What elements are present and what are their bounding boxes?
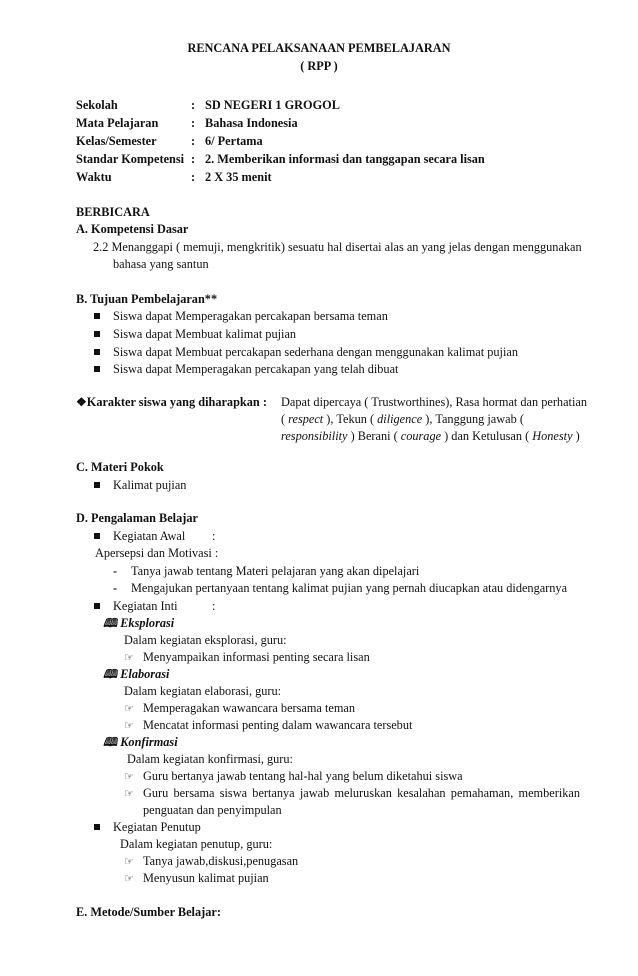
list-item [94,528,100,544]
konfirmasi-title: Konfirmasi [120,735,178,749]
info-label-kelas: Kelas/Semester [76,134,157,148]
hand-bullet [124,768,134,785]
karakter-courage: courage [400,429,442,443]
karakter-label: Karakter siswa yang diharapkan : [86,395,267,409]
penutup-item-2: Menyusun kalimat pujian [143,871,269,885]
info-sep: : [191,98,196,112]
square-bullet-icon [94,349,100,355]
pointing-hand-icon: ☞ [124,788,134,800]
eksplorasi-heading [103,615,174,631]
list-item [94,477,100,493]
hand-bullet [124,649,134,666]
karakter-text: ) dan Ketulusan ( [441,429,533,443]
document-subtitle: ( RPP ) [300,59,338,73]
tujuan-item-2: Siswa dapat Membuat kalimat pujian [113,327,297,341]
document-title: RENCANA PELAKSANAAN PEMBELAJARAN [187,41,451,55]
square-bullet-icon [94,603,100,609]
karakter-diligence: diligence [377,412,423,426]
apersepsi-item-2: Mengajukan pertanyaan tentang kalimat pujian yang pernah diucapkan atau didengarnya [131,581,568,595]
pointing-hand-icon: ☞ [124,856,134,868]
karakter-line3 [281,428,580,444]
konfirmasi-heading [103,734,178,750]
kegiatan-awal-label: Kegiatan Awal [113,529,186,543]
karakter-label-row [76,394,267,410]
elaborasi-item-2: Mencatat informasi penting dalam wawancara tersebut [143,718,413,732]
konfirmasi-item-2-line1: Guru bersama siswa bertanya jawab meluruskan kesalahan pemahaman, memberikan [143,786,580,800]
karakter-respect: respect [288,412,324,426]
list-item [94,308,100,324]
elaborasi-heading [103,666,169,682]
hand-bullet [124,870,134,887]
materi-item: Kalimat pujian [113,478,187,492]
konfirmasi-item-1: Guru bertanya jawab tentang hal-hal yang belum diketahui siswa [143,769,463,783]
square-bullet-icon [94,482,100,488]
pointing-hand-icon: ☞ [124,720,134,732]
hand-bullet [124,700,134,717]
karakter-text: ), Tanggung jawab ( [422,412,524,426]
section-c-heading: C. Materi Pokok [76,460,164,474]
karakter-text: ) Berani ( [347,429,401,443]
kegiatan-inti-label: Kegiatan Inti [113,599,178,613]
list-item [94,326,100,342]
karakter-text: ), Tekun ( [323,412,378,426]
info-value-mapel: Bahasa Indonesia [205,116,298,130]
info-sep: : [191,134,196,148]
square-bullet-icon [94,824,100,830]
apersepsi-label: Apersepsi dan Motivasi : [95,546,219,560]
list-item [94,344,100,360]
dash-icon: - [113,564,118,578]
konfirmasi-intro: Dalam kegiatan konfirmasi, guru: [127,752,293,766]
karakter-line2 [281,411,524,427]
section-b-heading: B. Tujuan Pembelajaran** [76,292,218,306]
info-sep: : [191,116,196,130]
square-bullet-icon [94,331,100,337]
kegiatan-awal-colon: : [212,529,216,543]
book-icon: 🕮 [103,667,118,681]
info-value-sk: 2. Memberikan informasi dan tanggapan secara lisan [205,152,485,166]
hand-bullet [124,717,134,734]
eksplorasi-item-1: Menyampaikan informasi penting secara lisan [143,650,370,664]
list-item [94,598,100,614]
dash-icon: - [113,581,118,595]
penutup-item-1: Tanya jawab,diskusi,penugasan [143,854,299,868]
section-berbicara: BERBICARA [76,205,150,219]
kd-line2: bahasa yang santun [113,257,209,271]
info-label-waktu: Waktu [76,170,112,184]
section-a-heading: A. Kompetensi Dasar [76,222,189,236]
square-bullet-icon [94,533,100,539]
pointing-hand-icon: ☞ [124,652,134,664]
kd-line1: 2.2 Menanggapi ( memuji, mengkritik) sesuatu hal disertai alas an yang jelas dengan menggunakan [93,240,582,254]
book-icon: 🕮 [103,616,118,630]
diamond-bullet-icon: ❖ [76,395,87,409]
eksplorasi-title: Eksplorasi [120,616,175,630]
list-item [94,819,100,835]
info-sep: : [191,152,196,166]
info-value-sekolah: SD NEGERI 1 GROGOL [205,98,340,112]
kegiatan-inti-colon: : [212,599,216,613]
penutup-intro: Dalam kegiatan penutup, guru: [120,837,273,851]
book-icon: 🕮 [103,735,118,749]
square-bullet-icon [94,313,100,319]
info-value-kelas: 6/ Pertama [205,134,263,148]
info-value-waktu: 2 X 35 menit [205,170,272,184]
pointing-hand-icon: ☞ [124,703,134,715]
tujuan-item-4: Siswa dapat Memperagakan percakapan yang telah dibuat [113,362,399,376]
karakter-honesty: Honesty [532,429,573,443]
konfirmasi-item-2-line2: penguatan dan penyimpulan [143,803,282,817]
karakter-text: ( [281,412,289,426]
info-label-sekolah: Sekolah [76,98,118,112]
section-d-heading: D. Pengalaman Belajar [76,511,198,525]
karakter-text: ) [572,429,580,443]
elaborasi-item-1: Memperagakan wawancara bersama teman [143,701,356,715]
pointing-hand-icon: ☞ [124,873,134,885]
eksplorasi-intro: Dalam kegiatan eksplorasi, guru: [124,633,287,647]
kegiatan-penutup-label: Kegiatan Penutup [113,820,201,834]
tujuan-item-1: Siswa dapat Memperagakan percakapan bersama teman [113,309,388,323]
dash-bullet [113,563,117,579]
hand-bullet [124,853,134,870]
list-item [94,361,100,377]
square-bullet-icon [94,366,100,372]
info-label-mapel: Mata Pelajaran [76,116,159,130]
section-e-heading: E. Metode/Sumber Belajar: [76,905,221,919]
karakter-responsibility: responsibility [281,429,348,443]
elaborasi-intro: Dalam kegiatan elaborasi, guru: [124,684,282,698]
info-label-sk: Standar Kompetensi [76,152,185,166]
pointing-hand-icon: ☞ [124,771,134,783]
hand-bullet [124,785,134,802]
info-sep: : [191,170,196,184]
apersepsi-item-1: Tanya jawab tentang Materi pelajaran yang akan dipelajari [131,564,420,578]
tujuan-item-3: Siswa dapat Membuat percakapan sederhana dengan menggunakan kalimat pujian [113,345,518,359]
karakter-line1: Dapat dipercaya ( Trustworthines), Rasa hormat dan perhatian [281,395,587,409]
elaborasi-title: Elaborasi [120,667,170,681]
dash-bullet [113,580,117,596]
